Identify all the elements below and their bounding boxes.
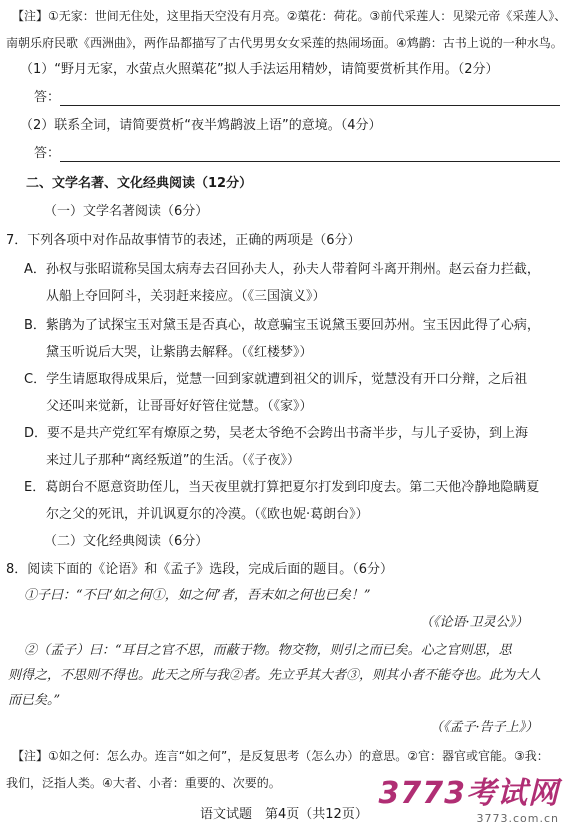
question-2-answer [34,146,560,162]
passage-2-line-2: 则得之，不思则不得也。此天之所与我②者。先立乎其大者③，则其小者不能夺也。此为大人 [8,668,542,683]
watermark-url: 3773.com.cn [476,812,559,825]
note-2-line-2: 我们，泛指人类。④大者、小者：重要的、次要的。 [6,776,281,790]
option-d-line-2: 来过儿子那种“离经叛道”的生活。（《子夜》） [46,453,300,468]
option-b-line-1: B．紫鹃为了试探宝玉对黛玉是否真心，故意骗宝玉说黛玉要回苏州。宝玉因此得了心病， [24,318,540,333]
answer-line [60,93,560,106]
answer-label: 答： [34,146,61,161]
answer-line [60,149,560,162]
option-e-line-1: E．葛朗台不愿意资助侄儿，当天夜里就打算把夏尔打发到印度去。第二天他冷静地隐瞒夏 [24,480,540,495]
passage-2-line-3: 而已矣。” [8,693,61,708]
section-2-subtitle-2: （二）文化经典阅读（6分） [44,534,209,549]
question-8-stem: 8．阅读下面的《论语》和《孟子》选段，完成后面的题目。（6分） [6,562,394,577]
passage-1: ①子曰：“不曰‘如之何①，如之何’者，吾末如之何也已矣！” [24,588,371,603]
option-a-line-1: A．孙权与张昭谎称吴国太病寿去召回孙夫人，孙夫人带着阿斗离开荆州。赵云奋力拦截， [24,262,540,277]
page-footer: 语文试题 第4页（共12页） [200,807,368,822]
note-1-line-1: 【注】①无家：世间无住处，这里指天空没有月亮。②蕖花：荷花。③前代采莲人：见梁元帝《采莲人》、 [12,9,567,23]
option-d-line-1: D．要不是共产党红军有燎原之势，吴老太爷绝不会跨出书斋半步，与儿子妥协，到上海 [24,426,529,441]
watermark-title: 3773考试网 [378,776,559,811]
note-2-line-1: 【注】①如之何：怎么办。连言“如之何”，是反复思考（怎么办）的意思。②官：器官或官能。③我： [12,749,549,763]
question-2-text: （2）联系全词，请简要赏析“夜半鸩鹋波上语”的意境。（4分） [20,118,382,133]
passage-2-line-1: ②（孟子）曰：“耳目之官不思，而蔽于物。物交物，则引之而已矣。心之官则思，思 [24,643,512,658]
note-1-line-2: 南朝乐府民歌《西洲曲》，两作品都描写了古代男男女女采莲的热闹场面。④鸩鹋：古书上说的一种水鸟。 [6,36,563,50]
option-e-line-2: 尔之父的死讯，并讥讽夏尔的冷漠。（《欧也妮·葛朗台》） [46,507,369,522]
site-watermark [379,768,560,825]
option-b-line-2: 黛玉听说后大哭，让紫鹃去解释。（《红楼梦》） [46,345,313,360]
option-c-line-2: 父还叫来觉新，让哥哥好好管住觉慧。（《家》） [46,399,313,414]
question-1-answer [34,90,560,106]
section-2-subtitle-1: （一）文学名著阅读（6分） [44,204,209,219]
passage-2-source: （《孟子·告子上》） [430,720,539,735]
answer-label: 答： [34,90,61,105]
passage-1-source: （《论语·卫灵公》） [420,615,529,630]
section-2-title: 二、文学名著、文化经典阅读（12分） [26,176,253,191]
question-1-text: （1）“野月无家，水萤点火照蕖花”拟人手法运用精妙，请简要赏析其作用。（2分） [20,62,499,77]
option-a-line-2: 从船上夺回阿斗，关羽赶来接应。（《三国演义》） [46,289,326,304]
question-7-stem: 7．下列各项中对作品故事情节的表述，正确的两项是（6分） [6,233,361,248]
option-c-line-1: C．学生请愿取得成果后，觉慧一回到家就遭到祖父的训斥，觉慧没有开口分辩，之后祖 [24,372,528,387]
